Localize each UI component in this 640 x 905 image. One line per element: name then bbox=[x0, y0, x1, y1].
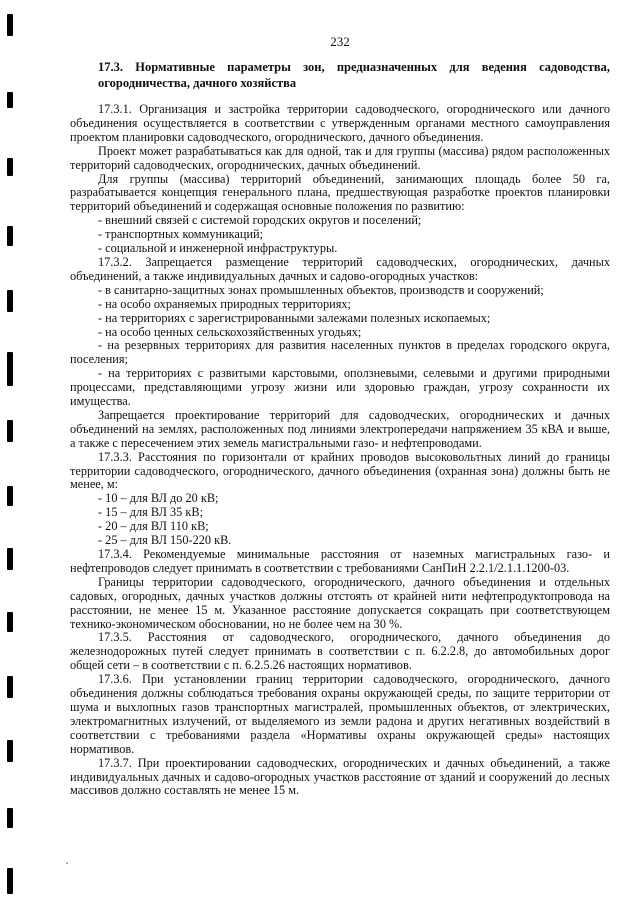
binding-mark bbox=[7, 676, 13, 698]
binding-mark bbox=[7, 808, 13, 828]
paragraph: Границы территории садоводческого, огороднического, дачного объединения и отдельных садовых, огородных, дачных участков должны отстоять от крайней нити нефтепродуктопровода на расстоянии, не менее 15 м. Указанное расстояние допускается сокращать при соответствующем технико-экономическом обосновании, но не более чем на 30 %. bbox=[70, 574, 610, 631]
paragraph: - на территориях с развитыми карстовыми, оползневыми, селевыми и другими природными процессами, представляющими угрозу жизни или здоровью граждан, угрозу сохранности их имущества. bbox=[70, 366, 610, 409]
binding-mark bbox=[7, 740, 13, 762]
binding-mark bbox=[7, 420, 13, 442]
list-item: - социальной и инженерной инфраструктуры. bbox=[98, 241, 338, 256]
binding-mark bbox=[7, 868, 13, 894]
paragraph: 17.3.4. Рекомендуемые минимальные расстояния от наземных магистральных газо- и нефтепроводов следует принимать в соответствии с требованиями СанПиН 2.2.1/2.1.1.1200-03. bbox=[70, 547, 610, 575]
binding-mark bbox=[7, 486, 13, 506]
paragraph: 17.3.1. Организация и застройка территории садоводческого, огороднического или дачного объединения осуществляется в соответствии с утвержденным органами местного самоуправления проектом планировки садоводческого, огороднического, дачного объединения. bbox=[70, 102, 610, 144]
scan-speck bbox=[66, 862, 68, 864]
binding-mark bbox=[7, 548, 13, 570]
list-item: - на территориях с зарегистрированными залежами полезных ископаемых; bbox=[98, 310, 491, 325]
section-heading: 17.3. Нормативные параметры зон, предназначенных для ведения садоводства, огородничества, дачного хозяйства bbox=[98, 60, 610, 90]
list-item: - на особо охраняемых природных территориях; bbox=[98, 296, 351, 311]
body-text bbox=[70, 103, 610, 798]
paragraph: 17.3.3. Расстояния по горизонтали от крайних проводов высоковольтных линий до границы территории садоводческого, огороднического, дачного объединения (охранная зона) должны быть не менее, м: bbox=[70, 449, 610, 492]
binding-mark bbox=[7, 290, 13, 312]
paragraph: 17.3.6. При установлении границ территории садоводческого, огороднического, дачного объединения должны соблюдаться требования охраны окружающей среды, по защите территории от шума и выхлопных газов транспортных магистралей, промышленных объектов, от электрических, электромагнитных излучений, от выделяемого из земли радона и других негативных воздействий в соответствии с требованиями раздела «Нормативы охраны окружающей среды» настоящих нормативов. bbox=[70, 672, 610, 756]
binding-mark bbox=[7, 352, 13, 386]
list-item: - 25 – для ВЛ 150-220 кВ. bbox=[98, 533, 232, 548]
paragraph: Для группы (массива) территорий объединений, занимающих площадь более 50 га, разрабатывается концепция генерального плана, предшествующая разработке проектов планировки территорий объединений и содержащая основные положения по развитию: bbox=[70, 171, 610, 214]
binding-mark bbox=[7, 92, 13, 108]
page-number: 232 bbox=[330, 34, 350, 49]
list-item: - 15 – для ВЛ 35 кВ; bbox=[98, 505, 203, 520]
paragraph: - на резервных территориях для развития населенных пунктов в пределах городского округа, поселения; bbox=[70, 338, 610, 367]
binding-marks bbox=[7, 0, 15, 905]
list-item: - на особо ценных сельскохозяйственных угодьях; bbox=[98, 324, 362, 339]
binding-mark bbox=[7, 158, 13, 176]
list-item: - 20 – для ВЛ 110 кВ; bbox=[98, 519, 209, 534]
list-item: - внешний связей с системой городских округов и поселений; bbox=[98, 213, 422, 228]
paragraph: 17.3.5. Расстояния от садоводческого, огороднического, дачного объединения до железнодорожных путей следует принимать в соответствии с п. 6.2.2.8, до автомобильных дорог общей сети – в соответствии с п. 6.2.5.26 настоящих нормативов. bbox=[70, 630, 610, 673]
list-item: - 10 – для ВЛ до 20 кВ; bbox=[98, 491, 219, 506]
binding-mark bbox=[7, 226, 13, 246]
binding-mark bbox=[7, 14, 13, 36]
paragraph: Проект может разрабатываться как для одной, так и для группы (массива) рядом расположенных территорий садоводческих, огороднических, дачных объединений. bbox=[70, 143, 610, 172]
list-item: - транспортных коммуникаций; bbox=[98, 227, 264, 242]
list-item: - в санитарно-защитных зонах промышленных объектов, производств и сооружений; bbox=[98, 282, 544, 297]
document-page bbox=[70, 34, 610, 798]
binding-mark bbox=[7, 612, 13, 632]
paragraph: 17.3.7. При проектировании садоводческих, огороднических и дачных объединений, а также индивидуальных дачных и садово-огородных участков расстояние от зданий и сооружений до лесных массивов должно составлять не менее 15 м. bbox=[70, 755, 610, 798]
paragraph: Запрещается проектирование территорий для садоводческих, огороднических и дачных объединений на землях, расположенных под линиями электропередачи напряжением 35 кВА и выше, а также с пересечением этих земель магистральными газо- и нефтепроводами. bbox=[70, 407, 610, 450]
paragraph: 17.3.2. Запрещается размещение территорий садоводческих, огороднических, дачных объединений, а также индивидуальных дачных и садово-огородных участков: bbox=[70, 254, 610, 283]
